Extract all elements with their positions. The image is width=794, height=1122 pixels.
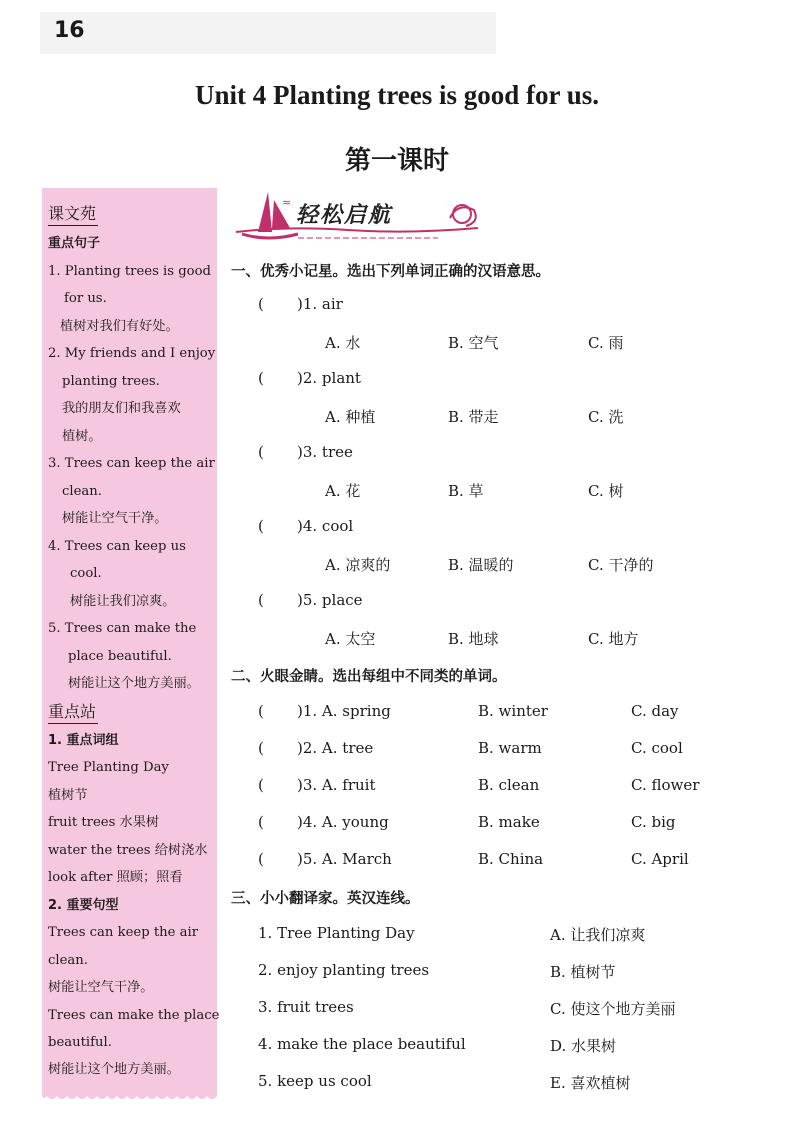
answer-paren: ( bbox=[258, 443, 264, 461]
sidebar-heading-kewenyuan: 课文苑 bbox=[48, 204, 97, 223]
answer-paren: ( bbox=[258, 739, 264, 757]
sidebar-line: 1. Planting trees is good bbox=[48, 264, 211, 279]
answer-paren: ( bbox=[258, 295, 264, 313]
s2-option-b: B. warm bbox=[478, 739, 542, 757]
heading-underline bbox=[48, 723, 98, 724]
s2-option-c: C. flower bbox=[631, 776, 700, 794]
sidebar-line: 植树。 bbox=[62, 429, 102, 444]
s3-left-item: 1. Tree Planting Day bbox=[258, 924, 415, 942]
sidebar-line: 5. Trees can make the bbox=[48, 621, 197, 636]
sidebar-line: 2. My friends and I enjoy bbox=[48, 346, 216, 361]
s2-option-b: B. clean bbox=[478, 776, 540, 794]
s1-option-c: C. 雨 bbox=[588, 334, 624, 352]
s2-option-a: )2. A. tree bbox=[297, 739, 374, 757]
sidebar-line: 树能让我们凉爽。 bbox=[70, 594, 176, 609]
s2-option-c: C. April bbox=[631, 850, 689, 868]
s3-right-item: D. 水果树 bbox=[550, 1037, 617, 1055]
sidebar-line: place beautiful. bbox=[68, 649, 172, 664]
answer-paren: ( bbox=[258, 369, 264, 387]
s2-option-c: C. cool bbox=[631, 739, 683, 757]
s3-left-item: 5. keep us cool bbox=[258, 1072, 372, 1090]
page-number: 16 bbox=[54, 18, 85, 43]
s2-option-b: B. make bbox=[478, 813, 540, 831]
sidebar-line: fruit trees 水果树 bbox=[48, 815, 160, 830]
s3-left-item: 2. enjoy planting trees bbox=[258, 961, 430, 979]
header-bar bbox=[40, 12, 496, 54]
sidebar-line: 树能让空气干净。 bbox=[48, 980, 154, 995]
s3-right-item: E. 喜欢植树 bbox=[550, 1074, 631, 1092]
s1-option-a: A. 凉爽的 bbox=[325, 556, 391, 574]
sidebar-line: 4. Trees can keep us bbox=[48, 539, 186, 554]
s3-right-item: B. 植树节 bbox=[550, 963, 616, 981]
answer-paren: ( bbox=[258, 702, 264, 720]
answer-paren: ( bbox=[258, 591, 264, 609]
s1-option-a: A. 水 bbox=[325, 334, 361, 352]
svg-text:≈: ≈ bbox=[282, 196, 292, 209]
sidebar-line: Trees can keep the air bbox=[48, 925, 199, 940]
s1-option-b: B. 带走 bbox=[448, 408, 499, 426]
sidebar-line: for us. bbox=[64, 291, 107, 306]
s2-option-a: )3. A. fruit bbox=[297, 776, 376, 794]
s1-option-c: C. 干净的 bbox=[588, 556, 654, 574]
heading-underline bbox=[48, 225, 98, 226]
banner-title: 轻松启航 bbox=[296, 203, 393, 228]
sidebar-line: clean. bbox=[48, 953, 88, 968]
s3-left-item: 3. fruit trees bbox=[258, 998, 354, 1016]
answer-paren: ( bbox=[258, 850, 264, 868]
s2-option-a: )1. A. spring bbox=[297, 702, 391, 720]
sidebar-line: beautiful. bbox=[48, 1035, 112, 1050]
sidebar-line: clean. bbox=[62, 484, 102, 499]
s1-option-c: C. 洗 bbox=[588, 408, 624, 426]
sidebar-line: planting trees. bbox=[62, 374, 160, 389]
s3-right-item: A. 让我们凉爽 bbox=[550, 926, 646, 944]
sidebar-line: water the trees 给树浇水 bbox=[48, 843, 208, 858]
s1-option-b: B. 地球 bbox=[448, 630, 499, 648]
s2-option-b: B. winter bbox=[478, 702, 548, 720]
s1-question: )3. tree bbox=[297, 443, 353, 461]
s2-option-b: B. China bbox=[478, 850, 544, 868]
section1-title: 一、优秀小记星。选出下列单词正确的汉语意思。 bbox=[231, 264, 550, 280]
section2-title: 二、火眼金睛。选出每组中不同类的单词。 bbox=[231, 669, 507, 685]
s2-option-c: C. day bbox=[631, 702, 679, 720]
lesson-subtitle: 第一课时 bbox=[344, 146, 449, 176]
sidebar-subheading-key-sentences: 重点句子 bbox=[48, 236, 101, 251]
s2-option-c: C. big bbox=[631, 813, 676, 831]
sidebar-line: 3. Trees can keep the air bbox=[48, 456, 215, 471]
s1-option-c: C. 地方 bbox=[588, 630, 639, 648]
sidebar-subheading-phrases: 1. 重点词组 bbox=[48, 733, 119, 748]
s1-question: )5. place bbox=[297, 591, 363, 609]
sidebar-line: Trees can make the place bbox=[48, 1008, 220, 1023]
sidebar-line: Tree Planting Day bbox=[48, 760, 169, 775]
s1-question: )1. air bbox=[297, 295, 343, 313]
sidebar-line: 植树对我们有好处。 bbox=[60, 319, 179, 334]
s2-option-a: )5. A. March bbox=[297, 850, 392, 868]
s1-option-c: C. 树 bbox=[588, 482, 624, 500]
sidebar-wavy-edge bbox=[42, 1090, 217, 1104]
answer-paren: ( bbox=[258, 776, 264, 794]
sidebar bbox=[42, 188, 220, 1090]
s1-option-b: B. 草 bbox=[448, 482, 484, 500]
section3-title: 三、小小翻译家。英汉连线。 bbox=[231, 891, 420, 907]
sidebar-line: look after 照顾；照看 bbox=[48, 870, 183, 885]
s1-option-b: B. 温暖的 bbox=[448, 556, 514, 574]
s1-option-a: A. 太空 bbox=[325, 630, 376, 648]
sidebar-heading-zhongdianzhan: 重点站 bbox=[48, 702, 97, 721]
s1-option-a: A. 花 bbox=[325, 482, 361, 500]
s3-left-item: 4. make the place beautiful bbox=[258, 1035, 466, 1053]
answer-paren: ( bbox=[258, 517, 264, 535]
sidebar-line: 树能让空气干净。 bbox=[62, 511, 168, 526]
answer-paren: ( bbox=[258, 813, 264, 831]
page-title: Unit 4 Planting trees is good for us. bbox=[194, 80, 600, 110]
s1-option-b: B. 空气 bbox=[448, 334, 499, 352]
sidebar-line: cool. bbox=[70, 566, 102, 581]
s3-right-item: C. 使这个地方美丽 bbox=[550, 1000, 676, 1018]
sidebar-line: 树能让这个地方美丽。 bbox=[48, 1062, 180, 1077]
sidebar-line: 植树节 bbox=[48, 788, 88, 803]
s1-question: )4. cool bbox=[297, 517, 354, 535]
sidebar-subheading-sentence-patterns: 2. 重要句型 bbox=[48, 898, 119, 913]
s1-question: )2. plant bbox=[297, 369, 361, 387]
s1-option-a: A. 种植 bbox=[325, 408, 376, 426]
sidebar-line: 树能让这个地方美丽。 bbox=[68, 676, 200, 691]
sidebar-line: 我的朋友们和我喜欢 bbox=[62, 401, 181, 416]
s2-option-a: )4. A. young bbox=[297, 813, 389, 831]
